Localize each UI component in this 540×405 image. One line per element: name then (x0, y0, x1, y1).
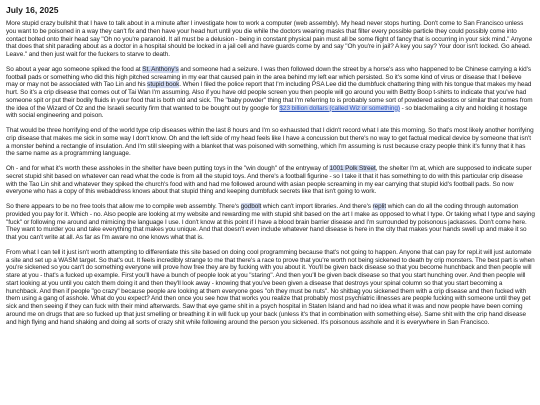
paragraph-text: More stupid crazy bullshit that I have to talk about in a minute after I investigate how to work a computer (web assembly). My head never stops hurting. Don't come to San Francisco unless you want to be poisoned in a way they can't fix and then have your head hurt until you die while the doctors wearing masks that filter every possible particle they could possibly come into contact bolted onto their head say "Oh no you're paranoid. It all must be a delusion - being in constant physical pain must all be some flight of fancy that is occurring in your sick mind." Anyone that does that shit parading about as a doctor in a hospital should be locked in a jail cell and have guards come by and say "Oh you're in jail? A key you say? Your door isn't locked. Go ahead. Leave." and then just wait for the fuckers to starve to death. (6, 20, 533, 58)
text-link[interactable]: $23 billion dollars (called Wiz or something) (279, 104, 400, 112)
entry-body (6, 20, 535, 326)
paragraph-text: which can't import libraries. And there's (261, 203, 373, 210)
paragraph-text: , the shelter I'm at, which are supposed to indicate super secret stupid shit based on whatever can read what the code is from all the stupid toys. And there's a football figurine - so I take it that it has something to do with this particular crip disease with the Tao Lin shit and whatever they spiked the church's food with and had me followed around with asian people screaming in my ear carrying that stupid kid's football pads. So now everyone who has a copy of this webaddress knows about that stupid thing and keeping dumbfuck secrets like that isn't going to work. (6, 165, 532, 196)
highlighted-text: godbolt (240, 203, 262, 210)
highlighted-text: stupid book (147, 81, 180, 89)
paragraph-text: - so blackmailing a city and holding it hostage with social engineering and poison. (6, 104, 528, 120)
paragraph-text: . When I filed the police report that I'm including PSA Lee did the dumbfuck chattering thing with his tongue that makes my head hurt. So it's a crip disease that comes out of Tai Wan I'm assuming. Also if you have old people screen you then people will go around you with Bettty Boop t-shirts to indicate that you've had someone spit or put their bodily fluids in your food that is both old and sick. The "baby powder" thing that I'm referring to is probably some sort of powdered asbestos or similar that comes from the idea of the Wizard of Oz and the Israeli security firm that wanted to be bought out by google for (6, 81, 533, 112)
paragraph-text: So about a year ago someone spiked the food at (6, 65, 143, 73)
highlighted-text: replit (372, 203, 387, 210)
paragraph (6, 249, 535, 327)
paragraph-text: So there appears to be no free tools that allow me to compile web assembly. There's (6, 203, 241, 210)
paragraph (6, 203, 535, 242)
paragraph-text: That would be three horrifying end of the world type crip diseases within the last 8 hours and I'm so exhausted that I didn't record what I ate this morning. So that's most likely another horrifying crip disease that makes me sick in some way I don't know. Oh and the left side of my head feels like I have a concussion but there's no way to get factual medical device by someone that isn't a monster behind a rectangle of insulation. And I'm still sleeping with a blanket that was poisoned with something, which I'm assuming is rust because crazy people think it's funny that it has the same name as a programming language. (6, 127, 534, 158)
paragraph-text: which can do all the coding through automation provided you pay for it. Which - no. Also people are looking at my website and rewarding me with stupid shit based on the art I make as opposed to what I type. Or taking what I type and saying "fuck" or following me around and mimicing the language I use. I don't know at this point if I have a blood brain barrier disease and I'm surrounded by poisonous jackasses. Don't come here. They want to murder you and take everything that makes you unique. And that doesn't even include whatever hand disease is here in the city that makes your hands swell up and make it so that you can't write at all. As far as I'm aware no one knows what that is. (6, 203, 535, 241)
paragraph (6, 20, 535, 59)
paragraph-text: Oh - and for what it's worth these assholes in the shelter have been putting toys in the "win dough" of the entryway of (6, 165, 330, 172)
paragraph-text: and someone had a seizure. I was then followed down the street by a horse's ass who happened to be Chinese carrying a kid's football pads or something who did this high pitched screaming in my ear that caused pain in the area behind my left ear which persisted. So it's some kind of virus or disease that I believe may or may not be associated with Tao Lin and his (6, 65, 532, 89)
paragraph (6, 165, 535, 196)
entry-date: July 16, 2025 (6, 5, 59, 15)
paragraph (6, 66, 535, 120)
highlighted-text: St. Anthony's (142, 65, 179, 73)
paragraph (6, 127, 535, 158)
highlighted-text: 1001 Polk Street (329, 165, 376, 172)
paragraph-text: From what I can tell it just isn't worth attempting to differentiate this site based on doing cool programming because that's not going to happen. Anyone that can pay for repl.it will just automate a site and set up a WASM target. So that's out. It feels incredibly strange to me that there's a race to prove that you're worth not being sickened to death by crip monsters. The best part is when you're sickened so you can't do something everyone will prove how free they are by fucking with you about it. You'll be given back disease so that you become hunchback and then people will stare at you - that's a fucked up example. First you'll have a bunch of people look at you "staring". And then you'll be given back disease so that you start hunching over. And then people will start looking at you until you catch them doing it and then they'll look away - knowing that you've been given a disease that destroys your spinal column so that you start becoming a hunchback. And then if people "go crazy" because people are looking at them everyone goes "oh they must be nuts". No shitbag you sickened them with a crip disease and then fucked with them using a gang of asshole. What do you expect? And then once you see how that works you realize that probably most psychiatric illnesses are people fucking with someone until they get sick and then seeing if they can fuck with their mind afterwards. Saw that eye game shit in a psych hospital in Staten Island and had no idea what it was and now people have been coming around me on drugs that are so fucked up that just smelling or breathing it in will fuck up your back (unless it's that in combination with something else). Same shit with the crip hand disease and high flying and hand shaking and doing all sorts of crazy shit while following around the person you sickened. It's poisonous asshole and it is everywhere in San Francisco. (6, 248, 535, 326)
